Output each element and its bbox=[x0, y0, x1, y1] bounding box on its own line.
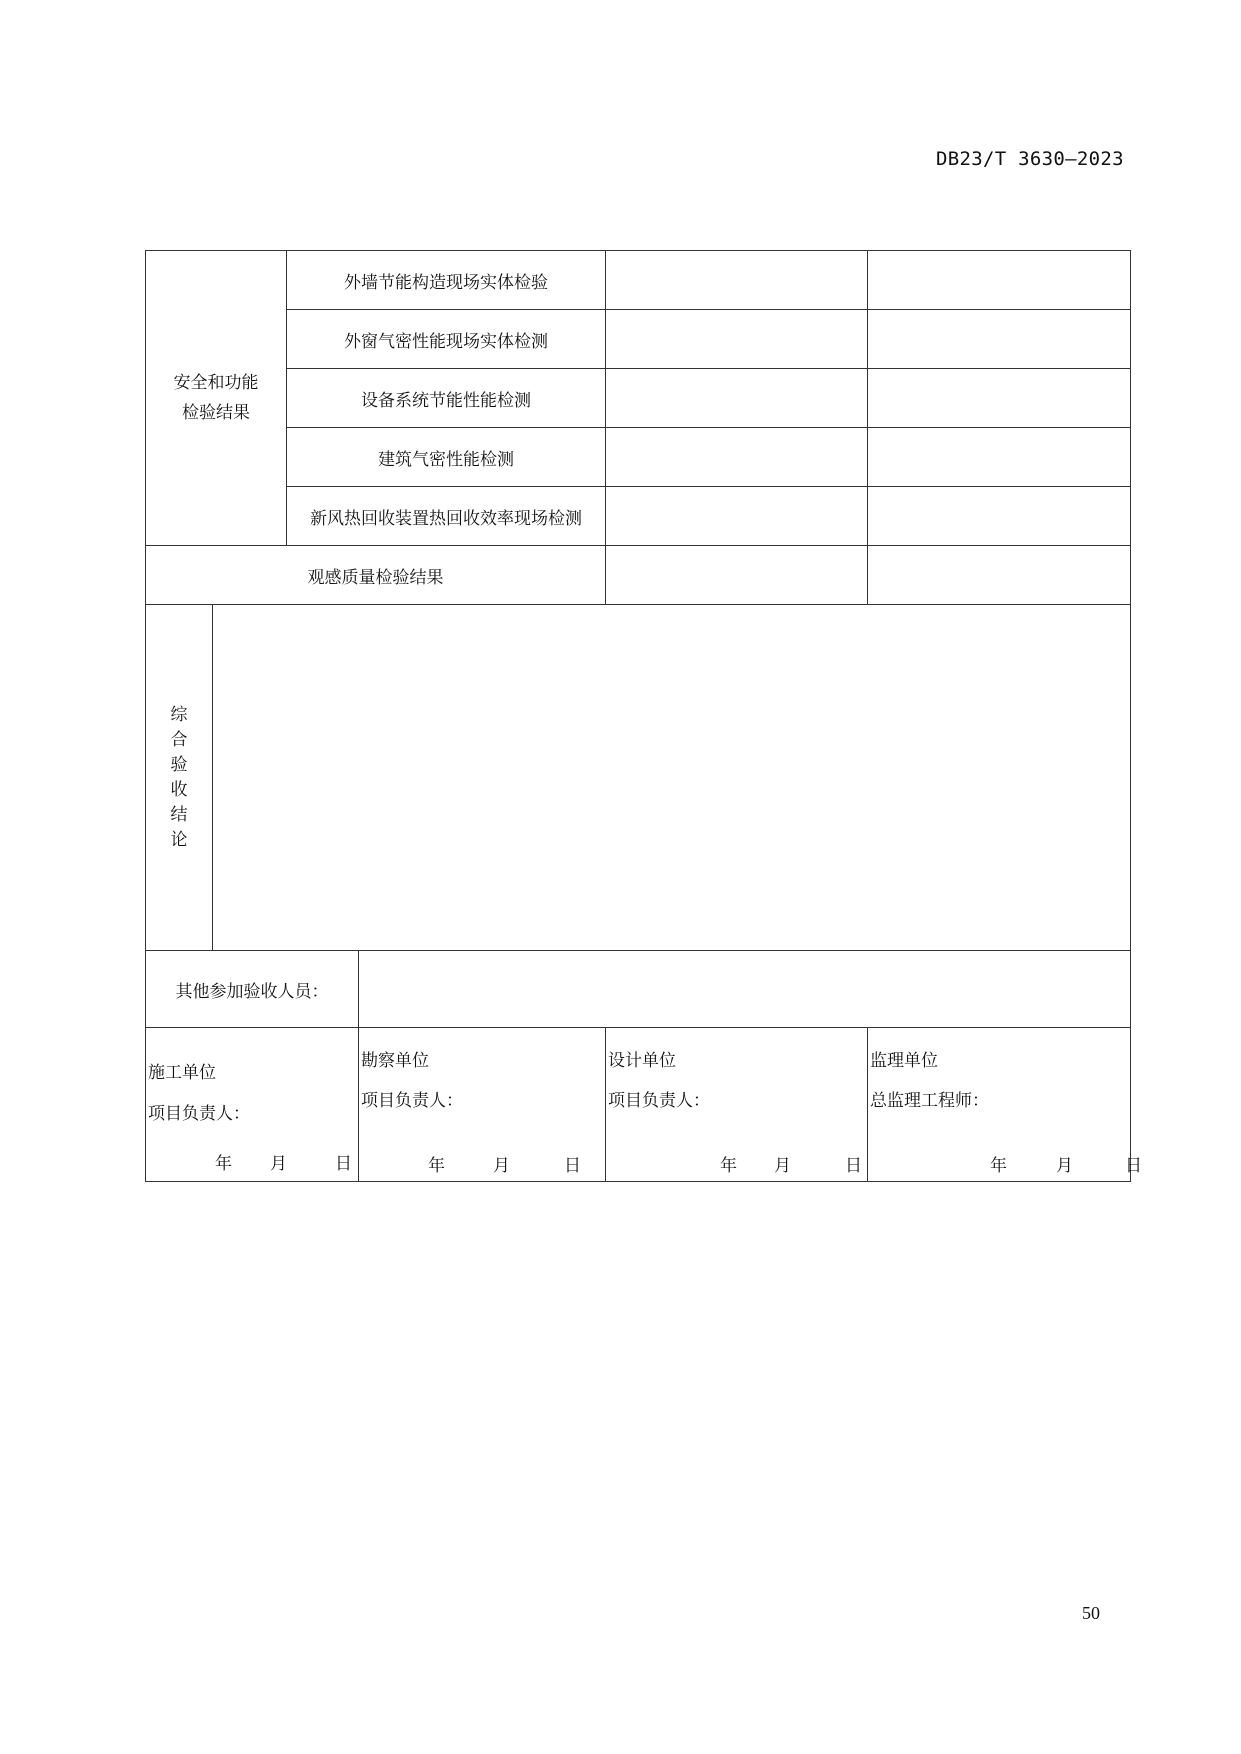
appearance-label: 观感质量检验结果 bbox=[146, 546, 606, 605]
date-year-label: 年 bbox=[720, 1156, 738, 1176]
safety-row bbox=[146, 251, 1131, 310]
signature-block-supervision[interactable] bbox=[868, 1028, 1143, 1182]
safety-item-label: 新风热回收装置热回收效率现场检测 bbox=[287, 487, 606, 546]
page-number: 50 bbox=[1082, 1603, 1100, 1623]
safety-item-label: 外墙节能构造现场实体检验 bbox=[287, 251, 606, 310]
signature-block-design[interactable] bbox=[606, 1028, 868, 1182]
date-year-label: 年 bbox=[215, 1154, 232, 1174]
safety-remark-cell[interactable] bbox=[868, 487, 1131, 546]
conclusion-label bbox=[146, 703, 212, 853]
safety-row bbox=[146, 428, 1131, 487]
conclusion-label-char: 收 bbox=[170, 779, 188, 800]
safety-remark-cell[interactable] bbox=[868, 369, 1131, 428]
safety-category-cell bbox=[146, 251, 287, 546]
signature-unit-label: 施工单位 bbox=[148, 1063, 216, 1083]
other-participants-label: 其他参加验收人员： bbox=[146, 951, 359, 1028]
safety-remark-cell[interactable] bbox=[868, 251, 1131, 310]
date-day-label: 日 bbox=[1125, 1156, 1143, 1176]
safety-result-cell[interactable] bbox=[606, 428, 868, 487]
signature-role-label: 项目负责人： bbox=[608, 1091, 711, 1111]
conclusion-label-char: 结 bbox=[170, 804, 188, 825]
date-year-label: 年 bbox=[990, 1156, 1008, 1176]
signatures-row bbox=[146, 1028, 1131, 1182]
other-participants-row bbox=[146, 951, 1131, 1028]
date-day-label: 日 bbox=[564, 1156, 581, 1176]
signature-role-label: 项目负责人： bbox=[361, 1091, 463, 1111]
appearance-result-cell[interactable] bbox=[606, 546, 868, 605]
signature-role-label: 项目负责人： bbox=[148, 1104, 250, 1124]
date-line bbox=[146, 1149, 358, 1173]
standard-code: DB23/T 3630—2023 bbox=[936, 148, 1124, 170]
safety-category-label-line1: 安全和功能 bbox=[173, 373, 259, 393]
safety-result-cell[interactable] bbox=[606, 369, 868, 428]
signature-unit-label: 设计单位 bbox=[608, 1051, 677, 1071]
conclusion-label-char: 合 bbox=[170, 729, 188, 750]
acceptance-form-table bbox=[145, 250, 1143, 1182]
safety-result-cell[interactable] bbox=[606, 487, 868, 546]
date-day-label: 日 bbox=[335, 1154, 352, 1174]
date-year-label: 年 bbox=[428, 1156, 445, 1176]
conclusion-content-area[interactable] bbox=[213, 605, 1131, 951]
signature-unit-label: 监理单位 bbox=[870, 1051, 939, 1071]
signature-unit-label: 勘察单位 bbox=[361, 1051, 429, 1071]
other-participants-field[interactable] bbox=[359, 951, 1131, 1028]
date-month-label: 月 bbox=[270, 1154, 287, 1174]
safety-item-label: 建筑气密性能检测 bbox=[287, 428, 606, 487]
conclusion-row bbox=[146, 605, 1131, 951]
appearance-row bbox=[146, 546, 1131, 605]
date-line bbox=[606, 1151, 867, 1175]
safety-remark-cell[interactable] bbox=[868, 310, 1131, 369]
signature-block-construction[interactable] bbox=[146, 1028, 359, 1182]
safety-row bbox=[146, 310, 1131, 369]
date-day-label: 日 bbox=[845, 1156, 863, 1176]
safety-row bbox=[146, 487, 1131, 546]
conclusion-label-cell bbox=[146, 605, 213, 951]
safety-result-cell[interactable] bbox=[606, 310, 868, 369]
appearance-remark-cell[interactable] bbox=[868, 546, 1131, 605]
conclusion-label-char: 综 bbox=[170, 704, 188, 725]
date-month-label: 月 bbox=[493, 1156, 510, 1176]
date-line bbox=[868, 1151, 1143, 1176]
conclusion-label-char: 验 bbox=[170, 754, 188, 775]
signature-role-label: 总监理工程师： bbox=[870, 1091, 990, 1111]
date-month-label: 月 bbox=[774, 1156, 792, 1176]
safety-row bbox=[146, 369, 1131, 428]
safety-result-cell[interactable] bbox=[606, 251, 868, 310]
safety-remark-cell[interactable] bbox=[868, 428, 1131, 487]
safety-item-label: 设备系统节能性能检测 bbox=[287, 369, 606, 428]
date-line bbox=[359, 1151, 605, 1175]
safety-category-label-line2: 检验结果 bbox=[182, 403, 250, 423]
date-month-label: 月 bbox=[1056, 1156, 1074, 1176]
signature-block-survey[interactable] bbox=[359, 1028, 606, 1182]
conclusion-label-char: 论 bbox=[170, 829, 188, 850]
safety-item-label: 外窗气密性能现场实体检测 bbox=[287, 310, 606, 369]
